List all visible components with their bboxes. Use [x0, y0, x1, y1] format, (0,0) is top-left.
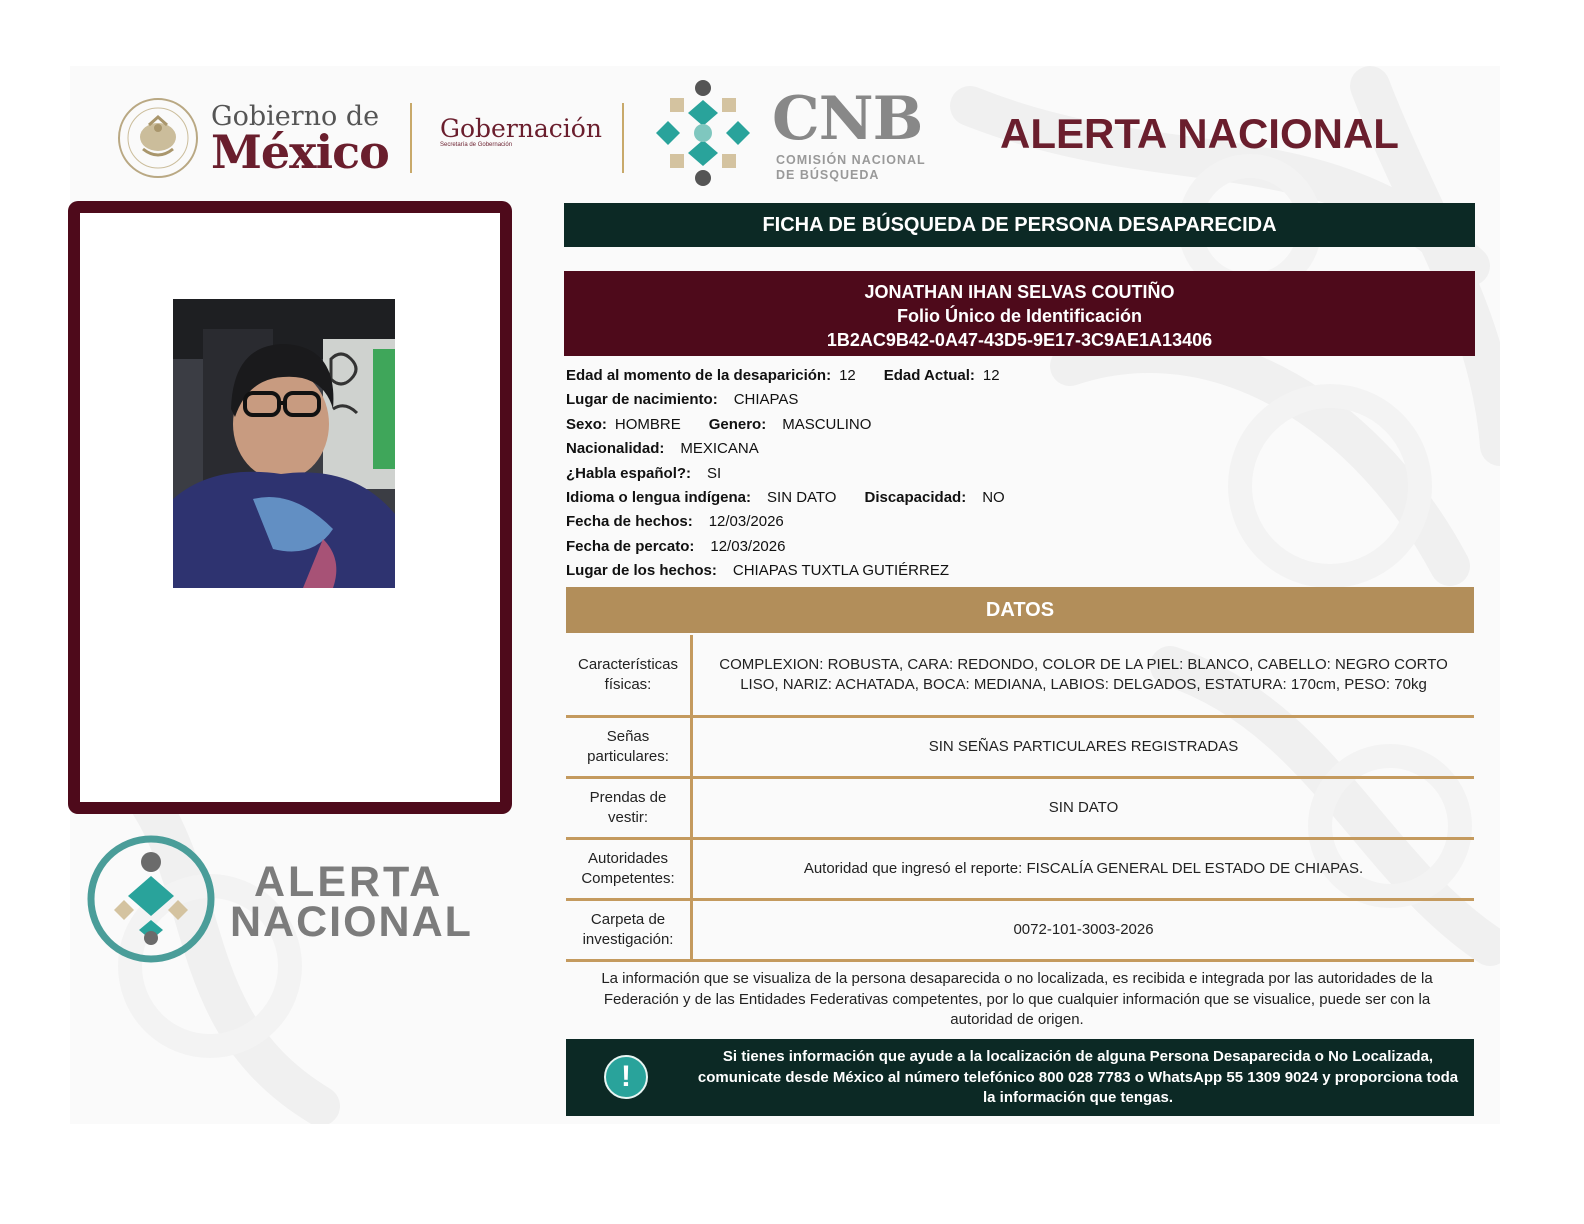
- info-row-nacionalidad: [566, 437, 1466, 461]
- info-value: NO: [982, 488, 1005, 506]
- table-key: [566, 777, 692, 838]
- cnb-subtitle: [776, 153, 926, 183]
- contact-text: Si tienes información que ayude a la localización de alguna Persona Desaparecida o No Localizada, comunicate desde México al número telefónico 800 028 7783 o WhatsApp 55 1309 9024 y proporciona toda la información que tengas.: [697, 1048, 1459, 1106]
- table-key: [566, 716, 692, 777]
- info-label: Lugar de los hechos:: [566, 562, 717, 580]
- table-key-line: Características: [578, 655, 679, 673]
- person-name-bar: [564, 271, 1475, 356]
- exclamation-icon: !: [604, 1055, 648, 1099]
- table-row: [566, 899, 1474, 960]
- cnb-text: CNB: [772, 84, 923, 154]
- info-value: MEXICANA: [680, 440, 759, 458]
- info-value: CHIAPAS: [733, 391, 799, 409]
- table-key-line: investigación:: [582, 930, 674, 948]
- table-key-line: Competentes:: [581, 869, 675, 887]
- info-row-idioma: [566, 486, 1466, 510]
- person-name: JONATHAN IHAN SELVAS COUTIÑO: [864, 282, 1175, 302]
- table-key-line: Carpeta de: [590, 910, 666, 928]
- info-value: 12/03/2026: [710, 537, 786, 555]
- person-info-list: [566, 364, 1466, 584]
- person-photo: [173, 299, 395, 588]
- info-value: HOMBRE: [614, 415, 681, 433]
- mexico-seal-icon: [115, 97, 201, 179]
- info-row-lugar-nacimiento: [566, 388, 1466, 412]
- info-label: Idioma o lengua indígena:: [566, 488, 752, 506]
- folio-value: 1B2AC9B42-0A47-43D5-9E17-3C9AE1A13406: [826, 330, 1213, 350]
- info-row-sexo: [566, 413, 1466, 437]
- table-value: SIN SEÑAS PARTICULARES REGISTRADAS: [692, 716, 1474, 777]
- folio-label: Folio Único de Identificación: [896, 306, 1142, 326]
- table-row: [566, 716, 1474, 777]
- info-label: Edad al momento de la desaparición:: [566, 367, 832, 384]
- table-value: 0072-101-3003-2026: [692, 899, 1474, 960]
- table-key-line: Señas: [606, 727, 650, 745]
- footer-logo-nacional: NACIONAL: [230, 898, 473, 946]
- datos-header: DATOS: [566, 587, 1474, 633]
- info-label: Fecha de hechos:: [566, 513, 693, 531]
- table-key: [566, 635, 692, 716]
- table-row: [566, 838, 1474, 899]
- datos-table: [566, 635, 1474, 962]
- info-value: 12: [982, 367, 1000, 384]
- info-row-edad: [566, 364, 1466, 388]
- info-label: Fecha de percato:: [566, 537, 695, 555]
- info-label: Lugar de nacimiento:: [566, 391, 718, 409]
- info-label: Edad Actual:: [883, 367, 975, 384]
- gobernacion-subtext: Secretaría de Gobernación: [440, 142, 513, 148]
- info-value: SIN DATO: [767, 488, 837, 506]
- table-value: COMPLEXION: ROBUSTA, CARA: REDONDO, COLOR DE LA PIEL: BLANCO, CABELLO: NEGRO CORTO LISO, NARIZ: ACHATADA, BOCA: MEDIANA, LABIOS: DELGADOS, ESTATURA: 170cm, PESO: 70kg: [692, 635, 1474, 716]
- table-row: [566, 777, 1474, 838]
- info-value: CHIAPAS TUXTLA GUTIÉRREZ: [732, 562, 950, 580]
- cnb-subtitle-line2: DE BÚSQUEDA: [776, 168, 880, 182]
- info-value: SI: [707, 464, 722, 482]
- table-key-line: vestir:: [608, 808, 649, 826]
- gobierno-de-text: Gobierno de: [211, 101, 380, 132]
- table-key-line: particulares:: [587, 747, 669, 765]
- table-key-line: físicas:: [604, 675, 652, 693]
- table-value: SIN DATO: [692, 777, 1474, 838]
- info-row-espanol: [566, 462, 1466, 486]
- info-row-lugar-hechos: [566, 559, 1466, 583]
- info-value: 12: [839, 367, 856, 384]
- gobernacion-text: Gobernación: [440, 114, 602, 143]
- disclaimer-text: La información que se visualiza de la persona desaparecida o no localizada, es recibida e integrada por las autoridades de la Federación y de las Entidades Federativas competentes, por lo que cualquier información que se visualice, puede ser con la autoridad de origen.: [601, 970, 1433, 1028]
- ficha-title-bar: FICHA DE BÚSQUEDA DE PERSONA DESAPARECIDA: [564, 203, 1475, 247]
- table-key-line: Prendas de: [589, 788, 667, 806]
- mexico-text: México: [211, 125, 389, 179]
- alerta-nacional-title: ALERTA NACIONAL: [1000, 110, 1399, 157]
- info-label: Discapacidad:: [864, 488, 967, 506]
- info-row-fecha-hechos: [566, 510, 1466, 534]
- table-key-line: Autoridades: [587, 849, 669, 867]
- footer-logo-alerta: ALERTA: [254, 858, 444, 906]
- info-label: Sexo:: [566, 415, 607, 433]
- table-key: [566, 899, 692, 960]
- info-label: Genero:: [708, 415, 767, 433]
- info-row-fecha-percato: [566, 535, 1466, 559]
- person-photo-image: [173, 299, 395, 588]
- info-label: ¿Habla español?:: [566, 464, 692, 482]
- info-value: MASCULINO: [782, 415, 872, 433]
- table-row: [566, 635, 1474, 716]
- info-label: Nacionalidad:: [566, 440, 665, 458]
- table-key: [566, 838, 692, 899]
- alerta-nacional-emblem-icon: [86, 834, 216, 964]
- cnb-emblem-icon: [648, 78, 758, 188]
- cnb-subtitle-line1: COMISIÓN NACIONAL: [776, 153, 926, 167]
- info-value: 12/03/2026: [708, 513, 784, 531]
- header-divider: [410, 103, 412, 173]
- header-divider: [622, 103, 624, 173]
- table-value: Autoridad que ingresó el reporte: FISCALÍA GENERAL DEL ESTADO DE CHIAPAS.: [692, 838, 1474, 899]
